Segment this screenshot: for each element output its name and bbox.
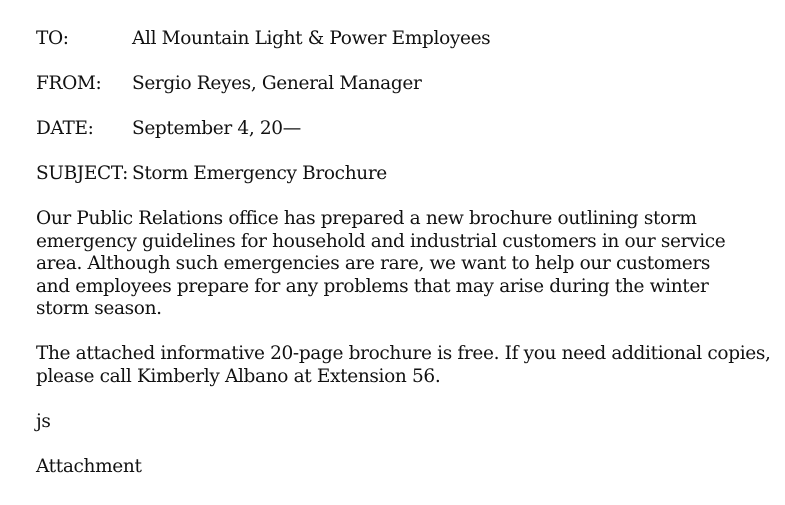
memo-from-label: FROM:: [36, 73, 102, 94]
memo-document: [36, 28, 771, 501]
paragraph-2-line: please call Kimberly Albano at Extension 56.: [36, 365, 441, 387]
memo-to-label: TO:: [36, 28, 69, 49]
memo-body-paragraph-1: [36, 208, 771, 321]
enclosure-notation: Attachment: [36, 455, 142, 477]
memo-body-paragraph-2: [36, 343, 771, 388]
paragraph-2-line: The attached informative 20-page brochure is free. If you need additional copies,: [36, 343, 771, 364]
reference-initials: js: [36, 410, 51, 432]
memo-date-row: [36, 118, 771, 141]
memo-subject-value: Storm Emergency Brochure: [132, 163, 387, 184]
memo-to-row: [36, 28, 771, 51]
paragraph-1-line: emergency guidelines for household and industrial customers in our service: [36, 230, 726, 252]
paragraph-1-line: area. Although such emergencies are rare, we want to help our customers: [36, 253, 711, 274]
memo-date-label: DATE:: [36, 118, 94, 139]
paragraph-1-line: storm season.: [36, 298, 162, 319]
memo-from-value: Sergio Reyes, General Manager: [132, 73, 422, 94]
memo-from-row: [36, 73, 771, 96]
memo-date-value: September 4, 20—: [132, 118, 301, 139]
memo-subject-row: [36, 163, 771, 186]
memo-subject-label: SUBJECT:: [36, 163, 129, 184]
paragraph-1-line: and employees prepare for any problems that may arise during the winter: [36, 275, 709, 297]
memo-to-value: All Mountain Light & Power Employees: [132, 28, 491, 49]
paragraph-1-line: Our Public Relations office has prepared a new brochure outlining storm: [36, 208, 697, 229]
